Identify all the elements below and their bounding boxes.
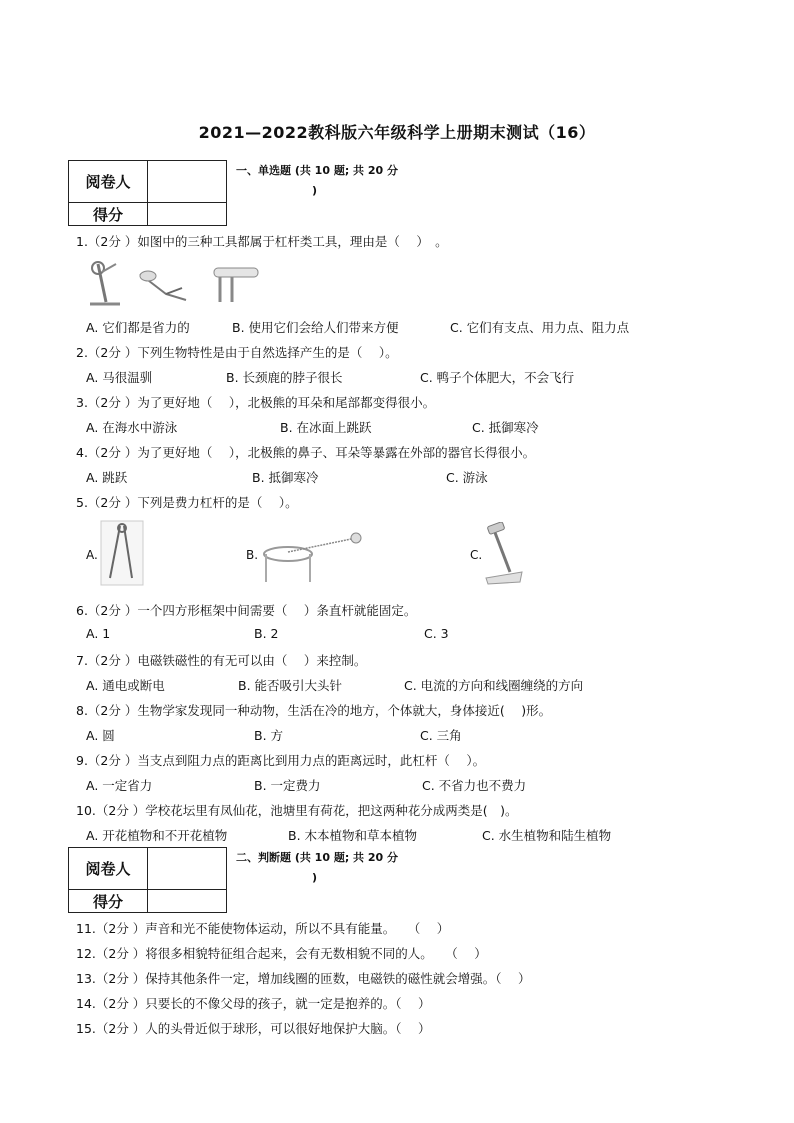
question-2-options <box>86 368 726 386</box>
tongs-figure <box>100 520 144 586</box>
q9-option-a[interactable]: A. 一定省力 <box>86 778 153 793</box>
section-2-heading <box>236 848 416 888</box>
q3-option-c[interactable]: C. 抵御寒冷 <box>472 420 539 435</box>
q10-option-c[interactable]: C. 水生植物和陆生植物 <box>482 828 612 843</box>
question-10-options <box>86 826 726 844</box>
question-6: 6.（2分 ）一个四方形框架中间需要（ ）条直杆就能固定。 <box>76 603 417 618</box>
section-2-close: ) <box>312 871 318 884</box>
q4-option-b[interactable]: B. 抵御寒冷 <box>252 470 319 485</box>
q7-option-a[interactable]: A. 通电或断电 <box>86 678 165 693</box>
question-3: 3.（2分 ）为了更好地（ ），北极熊的耳朵和尾部都变得很小。 <box>76 395 436 410</box>
q2-option-a[interactable]: A. 马很温驯 <box>86 370 153 385</box>
page-title: 2021—2022教科版六年级科学上册期末测试（16） <box>198 123 596 142</box>
q3-option-a[interactable]: A. 在海水中游泳 <box>86 420 178 435</box>
section-2-title: 二、判断题 (共 10 题; 共 20 分 <box>236 851 399 864</box>
question-10: 10.（2分 ）学校花坛里有凤仙花，池塘里有荷花，把这两种花分成两类是( )。 <box>76 803 518 818</box>
q6-option-a[interactable]: A. 1 <box>86 626 111 641</box>
score-label: 得分 <box>69 203 148 226</box>
score-field-2[interactable] <box>148 890 227 913</box>
q8-option-b[interactable]: B. 方 <box>254 728 284 743</box>
score-table-1 <box>68 160 227 226</box>
q10-option-b[interactable]: B. 木本植物和草本植物 <box>288 828 418 843</box>
q1-option-b[interactable]: B. 使用它们会给人们带来方便 <box>232 320 399 335</box>
q6-option-c[interactable]: C. 3 <box>424 626 449 641</box>
q1-option-a[interactable]: A. 它们都是省力的 <box>86 320 190 335</box>
q4-option-c[interactable]: C. 游泳 <box>446 470 488 485</box>
q8-option-a[interactable]: A. 圆 <box>86 728 115 743</box>
lever-figure <box>258 528 368 586</box>
q7-option-c[interactable]: C. 电流的方向和线圈缠绕的方向 <box>404 678 584 693</box>
q7-option-b[interactable]: B. 能否吸引大头针 <box>238 678 343 693</box>
q5-option-c[interactable]: C. <box>470 548 483 562</box>
question-9-options <box>86 776 726 794</box>
question-9: 9.（2分 ）当支点到阻力点的距离比到用力点的距离远时，此杠杆（ ）。 <box>76 753 486 768</box>
question-2: 2.（2分 ）下列生物特性是由于自然选择产生的是（ ）。 <box>76 345 398 360</box>
score-field[interactable] <box>148 203 227 226</box>
question-12: 12.（2分 ）将很多相貌特征组合起来，会有无数相貌不同的人。 （ ） <box>76 946 487 961</box>
reviewer-field-2[interactable] <box>148 848 227 890</box>
question-14: 14.（2分 ）只要长的不像父母的孩子，就一定是抱养的。（ ） <box>76 996 431 1011</box>
q5-option-a[interactable]: A. <box>86 548 98 562</box>
score-table-2 <box>68 847 227 913</box>
question-4-options <box>86 468 726 486</box>
q6-option-b[interactable]: B. 2 <box>254 626 279 641</box>
question-6-options <box>86 626 726 644</box>
q8-option-c[interactable]: C. 三角 <box>420 728 462 743</box>
q9-option-c[interactable]: C. 不省力也不费力 <box>422 778 527 793</box>
section-1-title: 一、单选题 (共 10 题; 共 20 分 <box>236 164 399 177</box>
q9-option-b[interactable]: B. 一定费力 <box>254 778 321 793</box>
section-1-close: ) <box>312 184 318 197</box>
q4-option-a[interactable]: A. 跳跃 <box>86 470 128 485</box>
question-8: 8.（2分 ）生物学家发现同一种动物，生活在冷的地方，个体就大，身体接近( )形。 <box>76 703 552 718</box>
reviewer-field[interactable] <box>148 161 227 203</box>
q2-option-b[interactable]: B. 长颈鹿的脖子很长 <box>226 370 343 385</box>
question-1-options <box>86 318 726 336</box>
question-11: 11.（2分 ）声音和光不能使物体运动，所以不具有能量。 （ ） <box>76 921 450 936</box>
question-8-options <box>86 726 726 744</box>
question-7-options <box>86 676 726 694</box>
tool-figure-1 <box>86 258 126 308</box>
question-13: 13.（2分 ）保持其他条件一定，增加线圈的匝数，电磁铁的磁性就会增强。（ ） <box>76 971 531 986</box>
hammer-figure <box>482 522 526 586</box>
question-1: 1.（2分 ）如图中的三种工具都属于杠杆类工具，理由是（ ） 。 <box>76 234 448 249</box>
question-5: 5.（2分 ）下列是费力杠杆的是（ ）。 <box>76 495 298 510</box>
question-15: 15.（2分 ）人的头骨近似于球形，可以很好地保护大脑。（ ） <box>76 1021 431 1036</box>
question-7: 7.（2分 ）电磁铁磁性的有无可以由（ ）来控制。 <box>76 653 367 668</box>
question-4: 4.（2分 ）为了更好地（ ），北极熊的鼻子、耳朵等暴露在外部的器官长得很小。 <box>76 445 536 460</box>
section-1-heading <box>236 161 416 201</box>
q1-option-c[interactable]: C. 它们有支点、用力点、阻力点 <box>450 320 630 335</box>
score-label-2: 得分 <box>69 890 148 913</box>
reviewer-label-2: 阅卷人 <box>69 848 148 890</box>
q5-option-b[interactable]: B. <box>246 548 259 562</box>
q10-option-a[interactable]: A. 开花植物和不开花植物 <box>86 828 228 843</box>
q3-option-b[interactable]: B. 在冰面上跳跃 <box>280 420 372 435</box>
reviewer-label: 阅卷人 <box>69 161 148 203</box>
question-3-options <box>86 418 726 436</box>
q2-option-c[interactable]: C. 鸭子个体肥大，不会飞行 <box>420 370 575 385</box>
tool-figure-2 <box>136 264 190 304</box>
tool-figure-3 <box>210 262 262 306</box>
